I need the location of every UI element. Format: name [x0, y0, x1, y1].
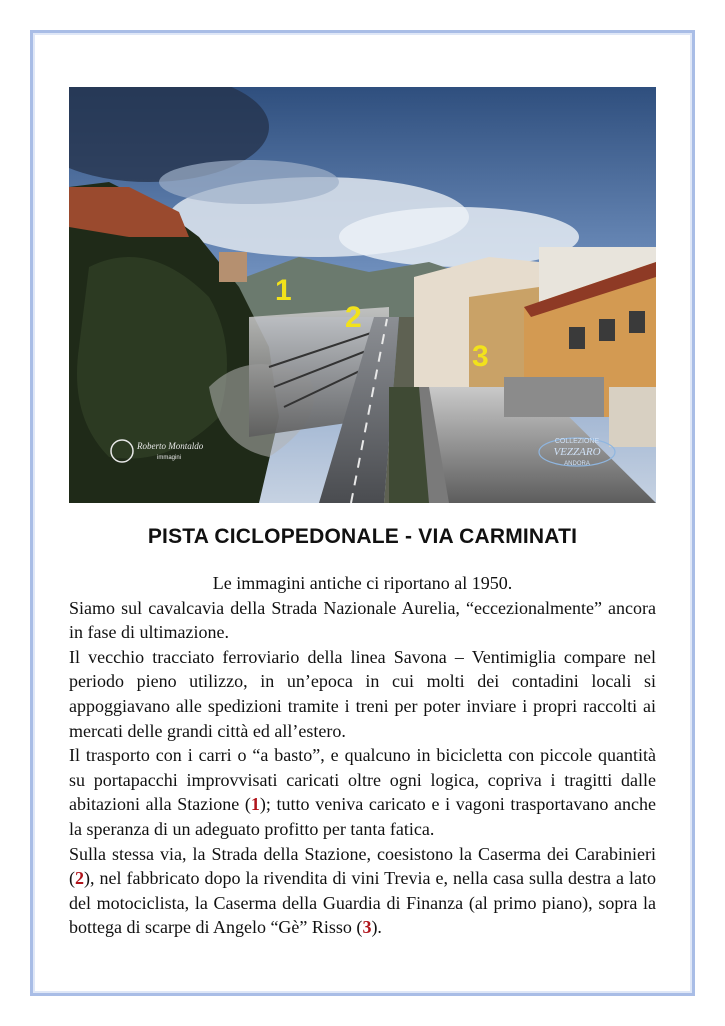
reference-number-1: 1 — [250, 794, 260, 815]
paragraph-transport: Il trasporto con i carri o “a basto”, e qualcuno in bicicletta con piccole quantità su portapacchi improvvisati caricati oltre ogni logica, copriva i tragitti dalle abitazioni alla Stazione (1); tutto veniva caricato e i vagoni trasportavano anche la speranza di un adeguato profitto per tanta fatica. — [69, 745, 656, 839]
paragraph-railway: Il vecchio tracciato ferroviario della linea Savona – Ventimiglia compare nel periodo pieno utilizzo, in un’epoca in cui molti dei contadini locali si appoggiavano alle spedizioni tramite i treni per poter inviare i propri raccolti ai mercati delle grandi città ed all’estero. — [69, 646, 656, 741]
reference-number-2: 2 — [75, 868, 84, 889]
reference-number-3: 3 — [362, 917, 372, 938]
svg-text:VEZZARO: VEZZARO — [553, 446, 601, 458]
svg-text:Roberto Montaldo: Roberto Montaldo — [137, 441, 204, 451]
svg-text:COLLEZIONE: COLLEZIONE — [554, 438, 600, 445]
article-body — [69, 571, 656, 940]
svg-text:immagini: immagini — [157, 455, 182, 461]
photo-label-1: 1 — [275, 274, 292, 307]
svg-text:ANDORA: ANDORA — [564, 461, 590, 467]
historical-street-photo — [69, 87, 656, 503]
photo-label-2: 2 — [345, 301, 362, 334]
paragraph-overpass: Siamo sul cavalcavia della Strada Nazionale Aurelia, “eccezionalmente” ancora in fase di ultimazione. — [69, 597, 656, 643]
photo-label-3: 3 — [472, 340, 489, 373]
paragraph-street: Sulla stessa via, la Strada della Stazione, coesistono la Caserma dei Carabinieri (2), nel fabbricato dopo la rivendita di vini Trevia e, nella casa sulla destra a lato del motociclista, la Caserma della Guardia di Finanza (al primo piano), sopra la bottega di scarpe di Angelo “Gè” Risso (3). — [69, 843, 656, 938]
page-title: PISTA CICLOPEDONALE - VIA CARMINATI — [147, 525, 578, 548]
paragraph-intro: Le immagini antiche ci riportano al 1950. — [212, 573, 513, 593]
